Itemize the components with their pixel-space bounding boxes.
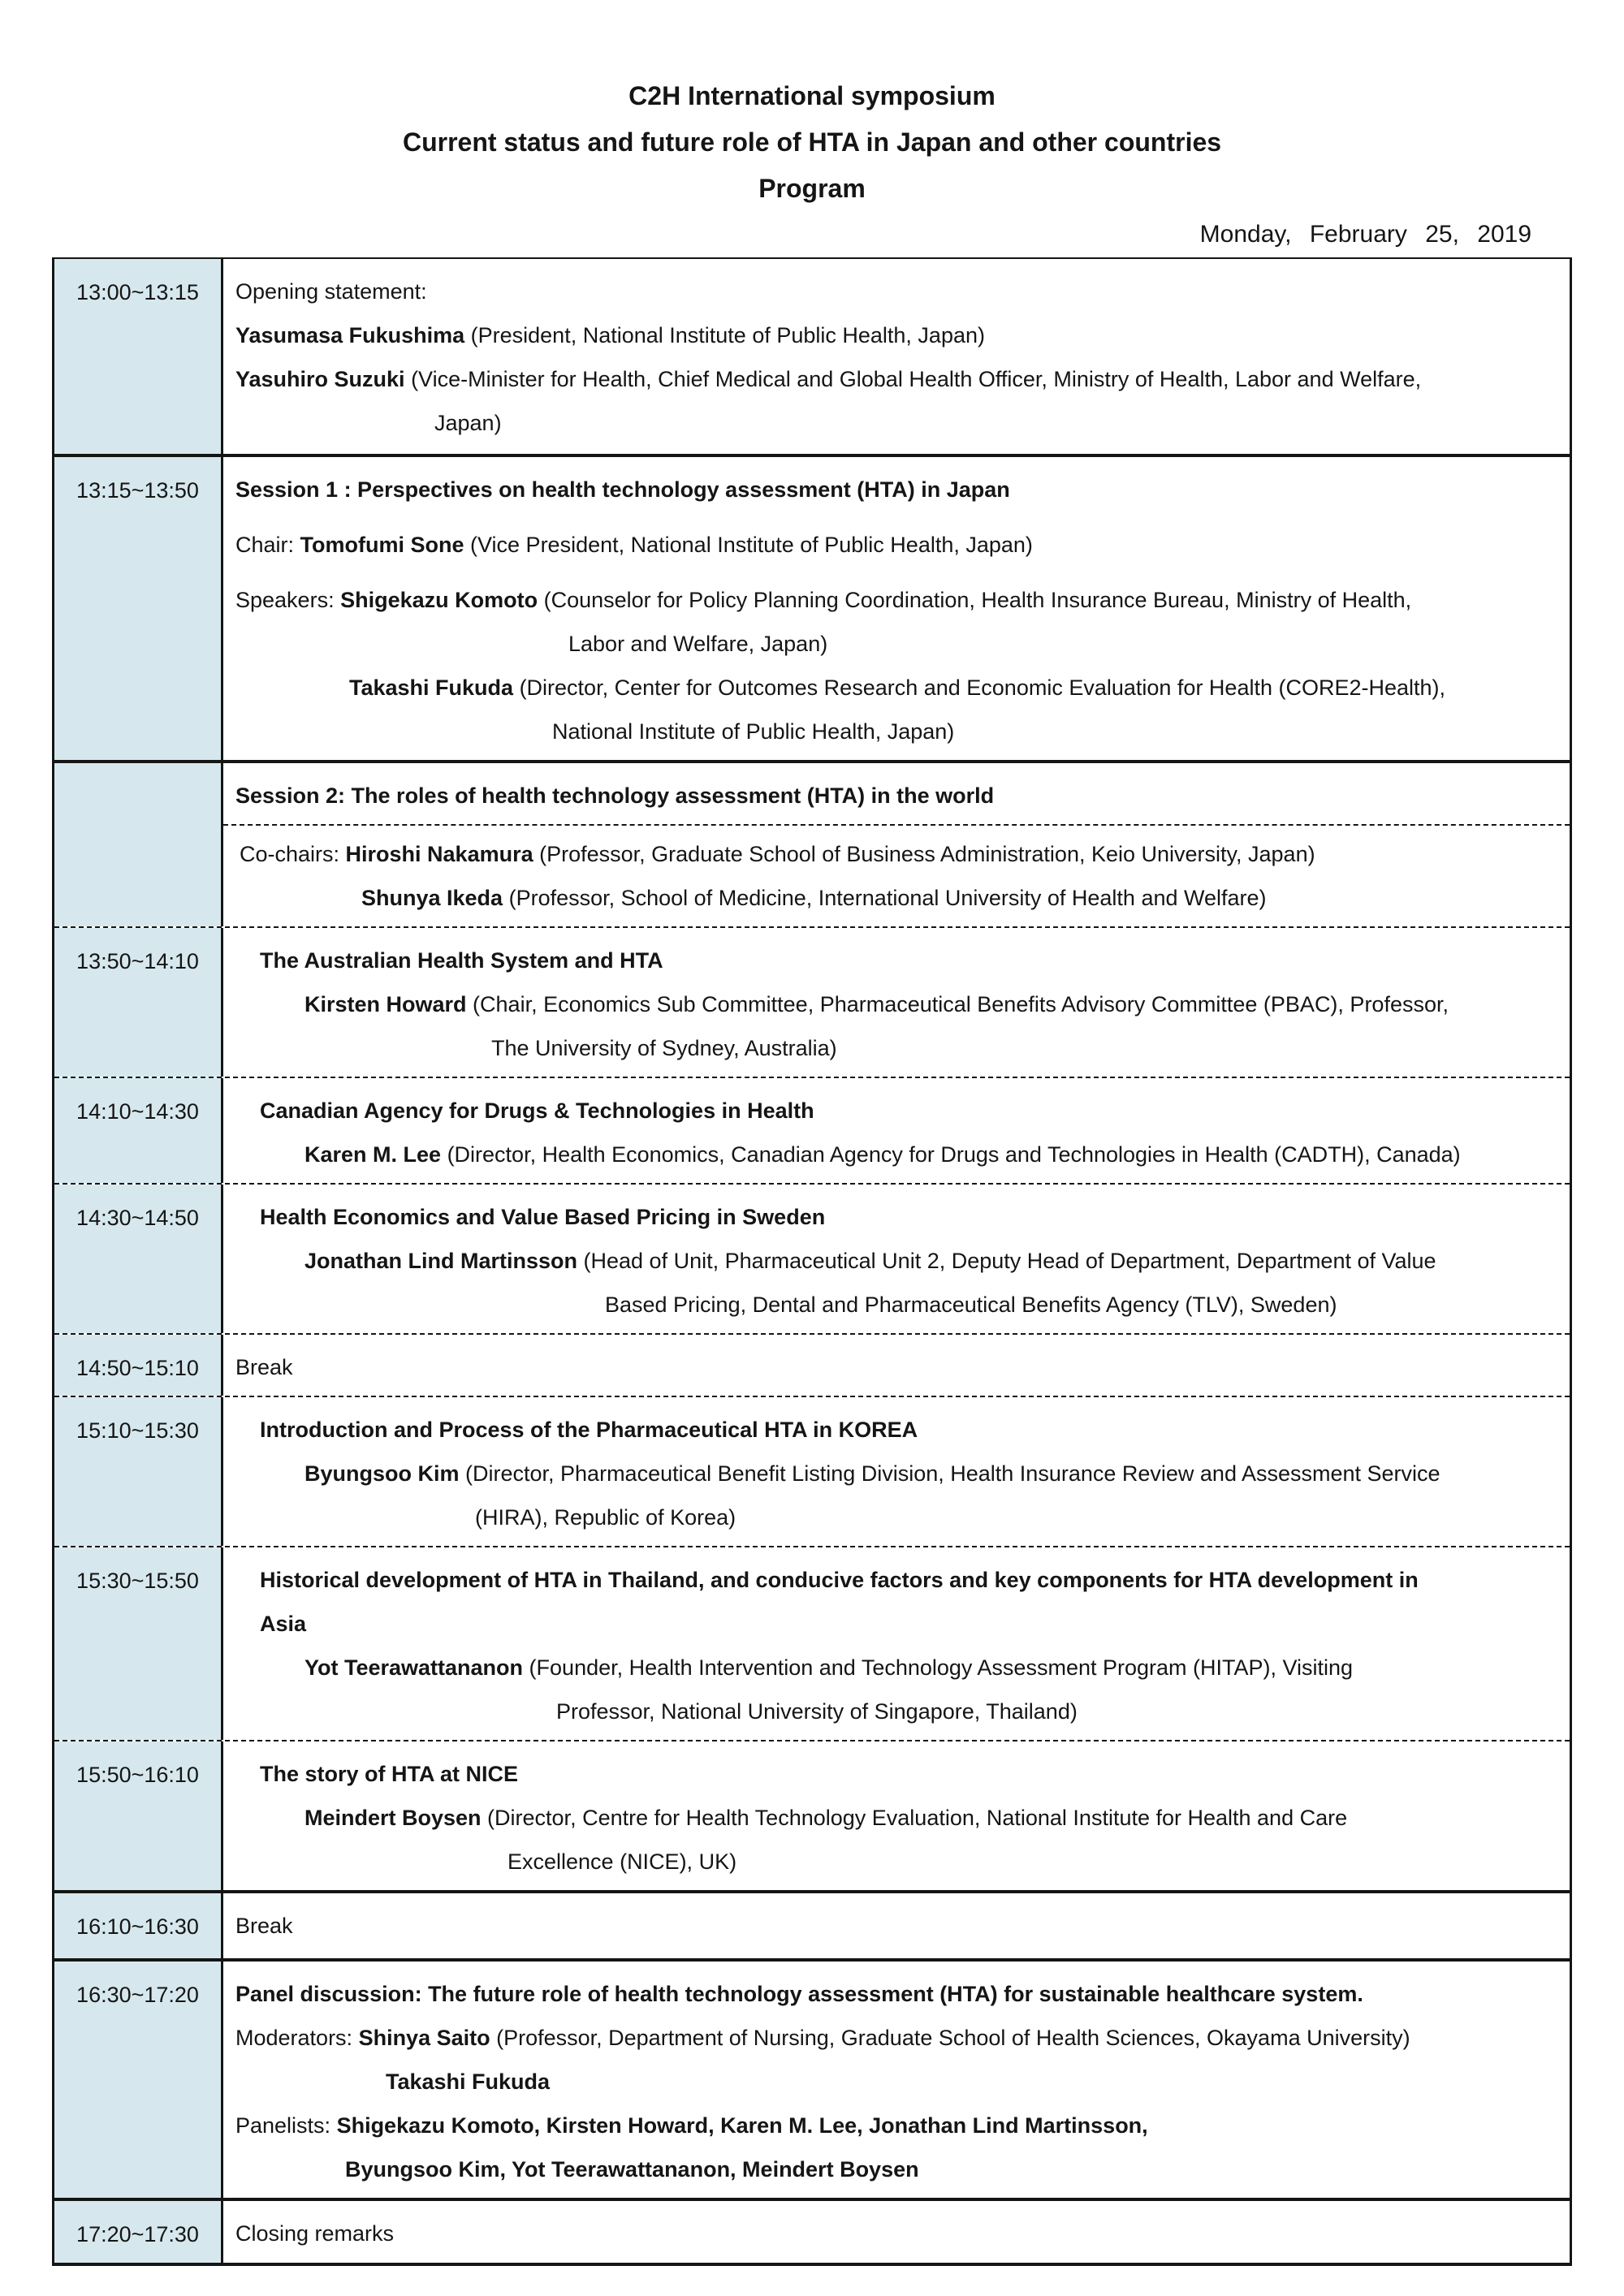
bold-text: Tomofumi Sone	[300, 533, 464, 557]
text: (Director, Health Economics, Canadian Agency for Drugs and Technologies in Health (CADTH), Canada)	[441, 1142, 1461, 1167]
schedule-line	[235, 1026, 1561, 1070]
text: Moderators:	[235, 2026, 359, 2050]
schedule-row	[54, 1397, 1570, 1547]
session-inner-divider	[223, 824, 1570, 826]
schedule-row	[54, 1335, 1570, 1397]
text: (Vice-Minister for Health, Chief Medical and Global Health Officer, Ministry of Health, Labor and Welfare,	[404, 367, 1422, 391]
bold-text: Takashi Fukuda	[349, 675, 514, 700]
bold-text: Session 2: The roles of health technology assessment (HTA) in the world	[235, 783, 995, 808]
schedule-line	[235, 270, 1561, 313]
content-cell	[223, 1741, 1570, 1890]
bold-text: The Australian Health System and HTA	[260, 948, 663, 973]
time-cell: 16:30~17:20	[54, 1962, 223, 2198]
time-cell: 15:30~15:50	[54, 1547, 223, 1740]
schedule-row	[54, 1893, 1570, 1962]
bold-text: Asia	[260, 1612, 307, 1636]
schedule-line	[235, 1752, 1561, 1796]
text: (Director, Center for Outcomes Research and Economic Evaluation for Health (CORE2-Health),	[513, 675, 1446, 700]
schedule-line	[235, 357, 1561, 401]
schedule-line	[235, 1283, 1561, 1327]
schedule-line	[235, 1840, 1561, 1884]
schedule-row	[54, 1962, 1570, 2201]
content-cell	[223, 259, 1570, 454]
bold-text: Shinya Saito	[358, 2026, 490, 2050]
text: Chair:	[235, 533, 300, 557]
bold-text: Historical development of HTA in Thailand, and conducive factors and key components for HTA development in	[260, 1568, 1419, 1592]
schedule-row	[54, 1741, 1570, 1893]
schedule-line	[235, 2060, 1561, 2104]
text: Excellence (NICE), UK)	[508, 1849, 737, 1874]
content-cell	[223, 928, 1570, 1077]
schedule-line	[235, 710, 1561, 753]
text: National Institute of Public Health, Japan)	[552, 719, 955, 744]
schedule-row	[54, 763, 1570, 928]
content-cell	[223, 763, 1570, 926]
schedule-row	[54, 928, 1570, 1078]
bold-text: Kirsten Howard	[304, 992, 467, 1016]
bold-text: Karen M. Lee	[304, 1142, 442, 1167]
time-cell: 16:10~16:30	[54, 1893, 223, 1958]
text: Labor and Welfare, Japan)	[568, 632, 828, 656]
schedule-line	[235, 1558, 1561, 1602]
time-cell-empty	[54, 763, 223, 926]
content-cell	[223, 457, 1570, 760]
schedule-line	[235, 2016, 1561, 2060]
time-cell: 15:50~16:10	[54, 1741, 223, 1890]
schedule-line	[235, 2212, 1561, 2255]
content-cell	[223, 1397, 1570, 1546]
time-cell: 13:00~13:15	[54, 259, 223, 454]
time-cell: 13:50~14:10	[54, 928, 223, 1077]
schedule-line	[235, 2147, 1561, 2191]
document-header	[0, 0, 1624, 257]
schedule-line	[235, 578, 1561, 622]
text: (Director, Centre for Health Technology Evaluation, National Institute for Health and Care	[481, 1806, 1348, 1830]
bold-text: Shunya Ikeda	[361, 886, 503, 910]
time-cell: 14:50~15:10	[54, 1335, 223, 1396]
text: (Director, Pharmaceutical Benefit Listing Division, Health Insurance Review and Assessment Service	[459, 1461, 1440, 1486]
schedule-line	[235, 1452, 1561, 1495]
text: (Head of Unit, Pharmaceutical Unit 2, Deputy Head of Department, Department of Value	[577, 1249, 1436, 1273]
bold-text: Hiroshi Nakamura	[345, 842, 533, 866]
text: (HIRA), Republic of Korea)	[475, 1505, 736, 1530]
schedule-line	[235, 1089, 1561, 1133]
content-cell	[223, 2201, 1570, 2263]
schedule-line	[235, 982, 1561, 1026]
text: Closing remarks	[235, 2221, 395, 2246]
bold-text: Session 1 : Perspectives on health technology assessment (HTA) in Japan	[235, 477, 1010, 502]
text: Opening statement:	[235, 279, 427, 304]
text: (Professor, Department of Nursing, Graduate School of Health Sciences, Okayama University)	[490, 2026, 1410, 2050]
schedule-line	[235, 2104, 1561, 2147]
content-cell	[223, 1335, 1570, 1396]
schedule-line	[235, 1690, 1561, 1733]
text: Co-chairs:	[240, 842, 346, 866]
schedule-row	[54, 259, 1570, 457]
time-cell: 15:10~15:30	[54, 1397, 223, 1546]
content-cell	[223, 1547, 1570, 1740]
schedule-line	[235, 1195, 1561, 1239]
schedule-line	[235, 1239, 1561, 1283]
bold-text: Yot Teerawattananon	[304, 1655, 524, 1680]
schedule-row	[54, 2201, 1570, 2263]
text: The University of Sydney, Australia)	[491, 1036, 837, 1060]
bold-text: Byungsoo Kim	[304, 1461, 460, 1486]
time-cell: 17:20~17:30	[54, 2201, 223, 2263]
bold-text: Shigekazu Komoto	[340, 588, 538, 612]
time-cell: 13:15~13:50	[54, 457, 223, 760]
program-heading: Program	[758, 174, 866, 203]
schedule-line	[235, 774, 1561, 818]
bold-text: Yasuhiro Suzuki	[235, 367, 405, 391]
content-cell	[223, 1962, 1570, 2198]
bold-text: Canadian Agency for Drugs & Technologies in Health	[260, 1098, 814, 1123]
text: (Professor, School of Medicine, International University of Health and Welfare)	[503, 886, 1267, 910]
bold-text: Shigekazu Komoto, Kirsten Howard, Karen M. Lee, Jonathan Lind Martinsson,	[336, 2113, 1148, 2138]
text: Japan)	[434, 411, 502, 435]
schedule-line	[235, 401, 1561, 445]
bold-text: Health Economics and Value Based Pricing in Sweden	[260, 1205, 826, 1229]
schedule-line	[235, 939, 1561, 982]
time-cell: 14:30~14:50	[54, 1185, 223, 1333]
event-date: Monday, February 25, 2019	[1199, 221, 1531, 248]
content-cell	[223, 1078, 1570, 1183]
text: Based Pricing, Dental and Pharmaceutical Benefits Agency (TLV), Sweden)	[605, 1293, 1337, 1317]
schedule-line	[235, 666, 1561, 710]
schedule-row	[54, 457, 1570, 763]
schedule-line	[235, 1345, 1561, 1389]
schedule-line	[235, 1646, 1561, 1690]
symposium-subtitle: Current status and future role of HTA in Japan and other countries	[402, 127, 1222, 157]
schedule-line	[235, 832, 1561, 876]
schedule-line	[235, 1495, 1561, 1539]
date-row	[52, 212, 1572, 257]
symposium-title: C2H International symposium	[628, 81, 996, 110]
bold-text: Takashi Fukuda	[386, 2069, 551, 2094]
text: (Professor, Graduate School of Business Administration, Keio University, Japan)	[533, 842, 1315, 866]
schedule-line	[235, 622, 1561, 666]
bold-text: Jonathan Lind Martinsson	[304, 1249, 578, 1273]
text: Panelists:	[235, 2113, 337, 2138]
schedule-line	[235, 468, 1561, 511]
bold-text: Yasumasa Fukushima	[235, 323, 465, 347]
bold-text: Panel discussion: The future role of health technology assessment (HTA) for sustainable healthcare system.	[235, 1982, 1363, 2006]
schedule-line	[235, 313, 1561, 357]
bold-text: Byungsoo Kim, Yot Teerawattananon, Meindert Boysen	[345, 2157, 919, 2182]
time-cell: 14:10~14:30	[54, 1078, 223, 1183]
bold-text: Meindert Boysen	[304, 1806, 482, 1830]
content-cell	[223, 1893, 1570, 1958]
schedule-row	[54, 1185, 1570, 1335]
text: Speakers:	[235, 588, 341, 612]
text: (Chair, Economics Sub Committee, Pharmaceutical Benefits Advisory Committee (PBAC), Professor,	[466, 992, 1449, 1016]
schedule-line	[235, 1408, 1561, 1452]
schedule-line	[235, 1796, 1561, 1840]
text: (Vice President, National Institute of Public Health, Japan)	[464, 533, 1033, 557]
schedule-line	[235, 876, 1561, 920]
text: Break	[235, 1355, 293, 1379]
text: (Counselor for Policy Planning Coordination, Health Insurance Bureau, Ministry of Health,	[538, 588, 1412, 612]
text: Professor, National University of Singapore, Thailand)	[556, 1699, 1078, 1724]
bold-text: Introduction and Process of the Pharmaceutical HTA in KOREA	[260, 1418, 918, 1442]
schedule-line	[235, 1972, 1561, 2016]
schedule-line	[235, 1904, 1561, 1948]
schedule-row	[54, 1078, 1570, 1185]
bold-text: The story of HTA at NICE	[260, 1762, 519, 1786]
schedule-line	[235, 523, 1561, 567]
text: (Founder, Health Intervention and Technology Assessment Program (HITAP), Visiting	[523, 1655, 1354, 1680]
schedule-line	[235, 1602, 1561, 1646]
content-cell	[223, 1185, 1570, 1333]
schedule-row	[54, 1547, 1570, 1741]
text: Break	[235, 1914, 293, 1938]
text: (President, National Institute of Public Health, Japan)	[464, 323, 985, 347]
schedule-table	[52, 257, 1572, 2266]
schedule-line	[235, 1133, 1561, 1176]
